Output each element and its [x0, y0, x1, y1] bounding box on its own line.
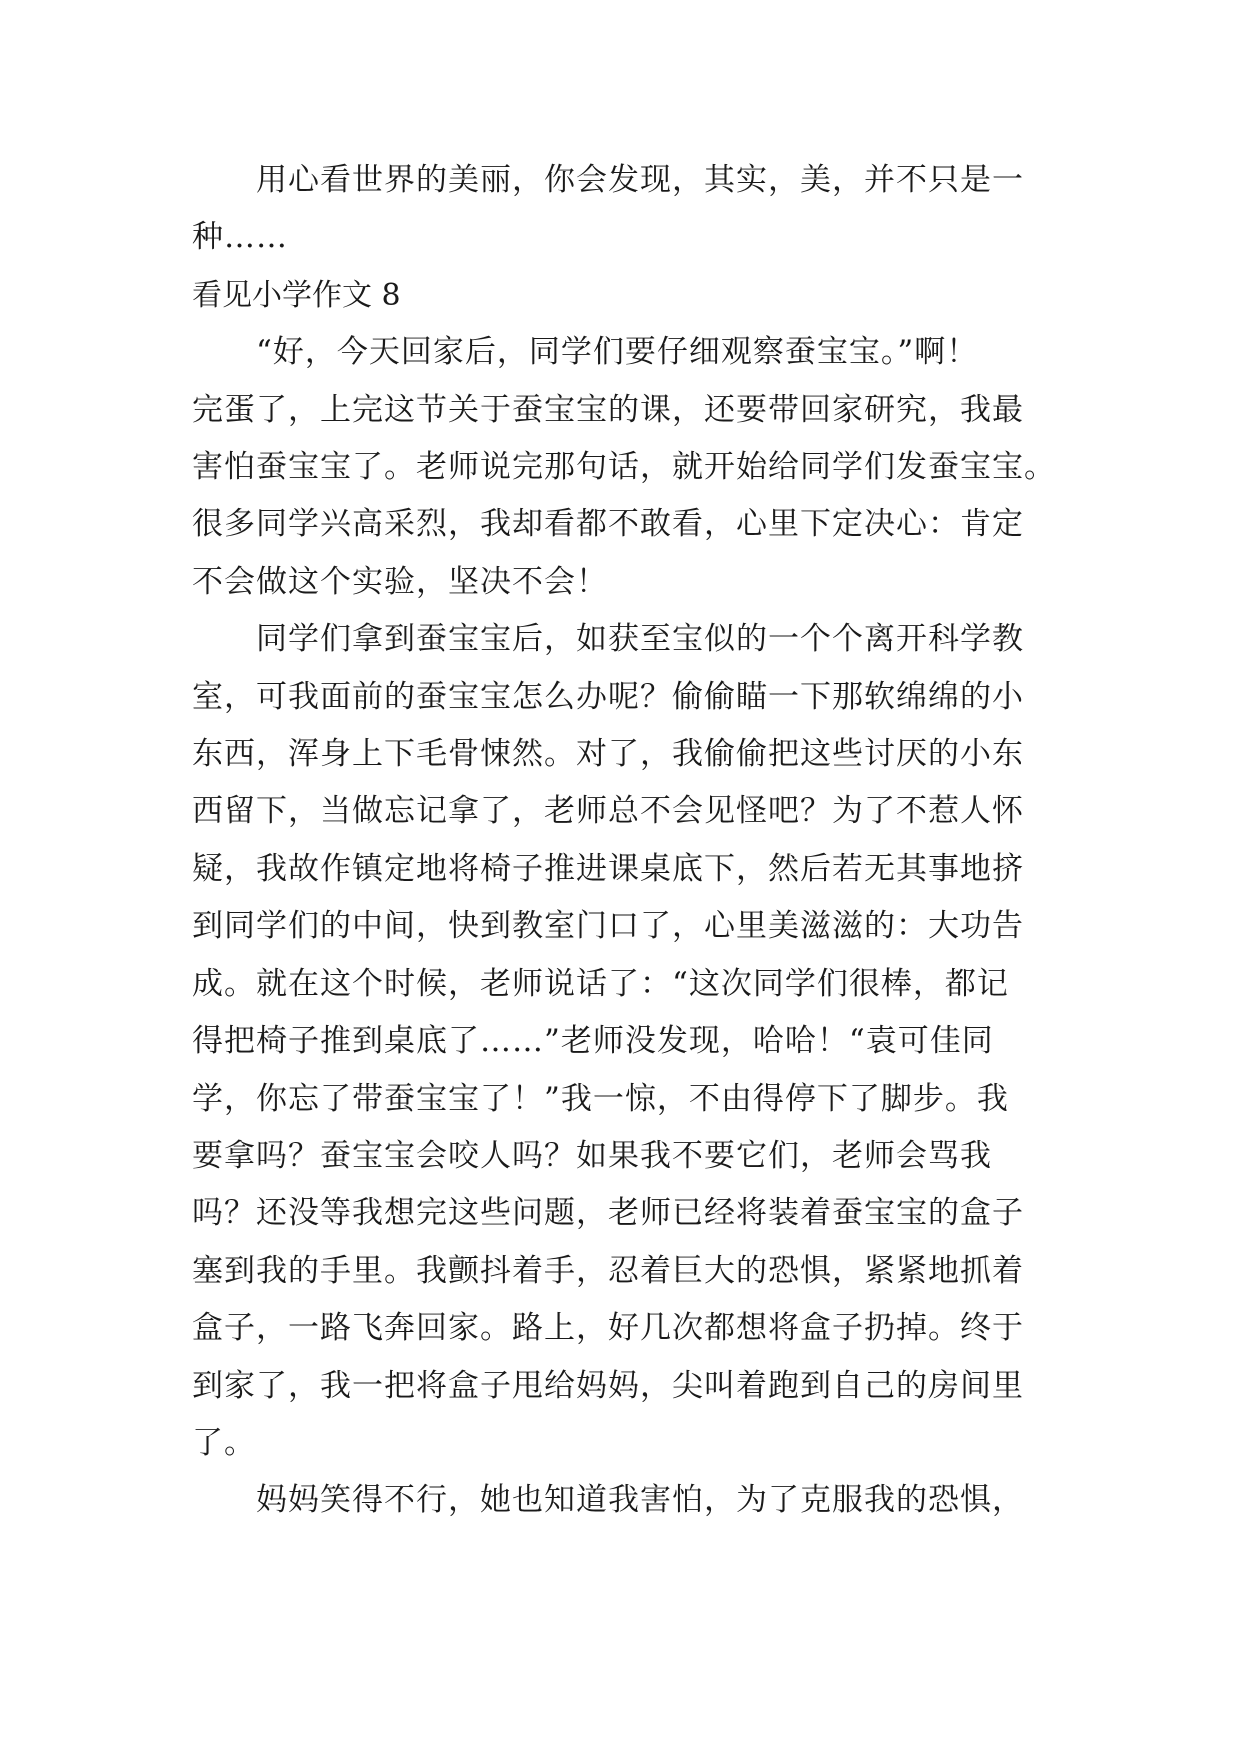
paragraph-3	[192, 1472, 1052, 1529]
paragraph-2-line-1: 同学们拿到蚕宝宝后，如获至宝似的一个个离开科学教	[256, 621, 1024, 658]
paragraph-2-line-4: 西留下，当做忘记拿了，老师总不会见怪吧？为了不惹人怀	[192, 793, 1024, 830]
essay-heading: 看见小学作文 8	[192, 277, 401, 313]
paragraph-3-line-1: 妈妈笑得不行，她也知道我害怕，为了克服我的恐惧，	[256, 1482, 1024, 1519]
paragraph-2-line-7: 成。就在这个时候，老师说话了：“这次同学们很棒，都记	[192, 965, 1009, 1002]
paragraph-1-line-2: 完蛋了，上完这节关于蚕宝宝的课，还要带回家研究，我最	[192, 391, 1024, 428]
paragraph-2-line-5: 疑，我故作镇定地将椅子推进课桌底下，然后若无其事地挤	[192, 850, 1024, 887]
intro-paragraph	[192, 152, 1052, 267]
paragraph-2-line-6: 到同学们的中间，快到教室门口了，心里美滋滋的：大功告	[192, 908, 1024, 945]
intro-line-2: 种……	[192, 219, 288, 256]
paragraph-2	[192, 611, 1052, 1472]
paragraph-2-line-13: 盒子，一路飞奔回家。路上，好几次都想将盒子扔掉。终于	[192, 1310, 1024, 1347]
paragraph-2-line-10: 要拿吗？蚕宝宝会咬人吗？如果我不要它们，老师会骂我	[192, 1137, 992, 1174]
paragraph-1-line-1: “好，今天回家后，同学们要仔细观察蚕宝宝。”啊！	[256, 334, 979, 371]
paragraph-1-line-5: 不会做这个实验，坚决不会！	[192, 563, 608, 600]
paragraph-2-line-11: 吗？还没等我想完这些问题，老师已经将装着蚕宝宝的盒子	[192, 1195, 1024, 1232]
paragraph-2-line-14: 到家了，我一把将盒子甩给妈妈，尖叫着跑到自己的房间里	[192, 1367, 1024, 1404]
paragraph-2-line-8: 得把椅子推到桌底了……”老师没发现，哈哈！“袁可佳同	[192, 1023, 994, 1060]
document-page	[192, 152, 1056, 1530]
intro-line-1: 用心看世界的美丽，你会发现，其实，美，并不只是一	[256, 162, 1024, 198]
paragraph-2-line-15: 了。	[192, 1424, 256, 1461]
paragraph-2-line-12: 塞到我的手里。我颤抖着手，忍着巨大的恐惧，紧紧地抓着	[192, 1252, 1024, 1289]
paragraph-1	[192, 324, 1056, 611]
paragraph-2-line-9: 学，你忘了带蚕宝宝了！”我一惊，不由得停下了脚步。我	[192, 1080, 1009, 1117]
paragraph-1-line-4: 很多同学兴高采烈，我却看都不敢看，心里下定决心：肯定	[192, 506, 1024, 543]
paragraph-2-line-2: 室，可我面前的蚕宝宝怎么办呢？偷偷瞄一下那软绵绵的小	[192, 678, 1024, 715]
paragraph-2-line-3: 东西，浑身上下毛骨悚然。对了，我偷偷把这些讨厌的小东	[192, 736, 1024, 773]
paragraph-1-line-3: 害怕蚕宝宝了。老师说完那句话，就开始给同学们发蚕宝宝。	[192, 449, 1056, 486]
